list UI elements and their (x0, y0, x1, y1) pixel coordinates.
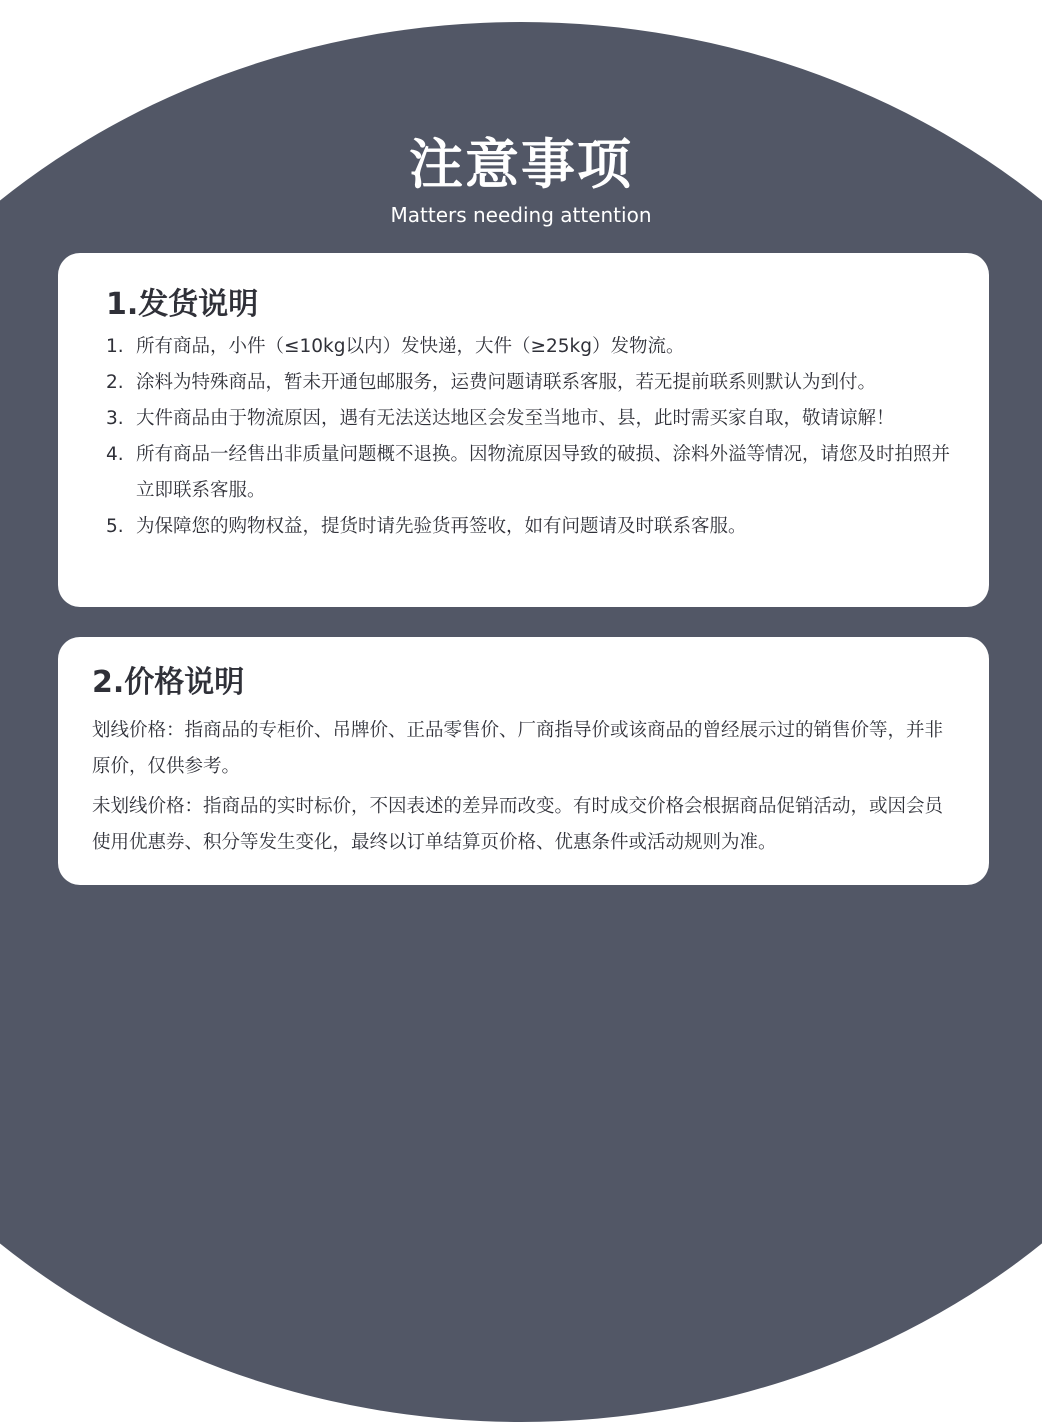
list-item (106, 329, 959, 365)
page-title: 注意事项 (409, 133, 633, 196)
list-item (106, 509, 959, 545)
list-item-number: 3. (106, 408, 124, 429)
pricing-title: 2.价格说明 (92, 665, 245, 700)
list-item (106, 437, 959, 509)
list-item (106, 401, 959, 437)
list-item-text: 为保障您的购物权益，提货时请先验货再签收，如有问题请及时联系客服。 (136, 516, 747, 537)
regular-price-paragraph: 未划线价格：指商品的实时标价，不因表述的差异而改变。有时成交价格会根据商品促销活动，或因会员使用优惠券、积分等发生变化，最终以订单结算页价格、优惠条件或活动规则为准。 (92, 796, 944, 853)
strikethrough-price-paragraph: 划线价格：指商品的专柜价、吊牌价、正品零售价、厂商指导价或该商品的曾经展示过的销售价等，并非原价，仅供参考。 (92, 720, 944, 777)
shipping-list (106, 329, 959, 545)
shipping-title: 1.发货说明 (106, 287, 259, 322)
pricing-card (58, 637, 989, 885)
page-subtitle: Matters needing attention (390, 203, 652, 227)
list-item-text: 所有商品一经售出非质量问题概不退换。因物流原因导致的破损、涂料外溢等情况，请您及时拍照并立即联系客服。 (136, 444, 951, 501)
list-item-text: 大件商品由于物流原因，遇有无法送达地区会发至当地市、县，此时需买家自取，敬请谅解！ (136, 408, 895, 429)
list-item-number: 2. (106, 372, 124, 393)
list-item-text: 涂料为特殊商品，暂未开通包邮服务，运费问题请联系客服，若无提前联系则默认为到付。 (136, 372, 877, 393)
shipping-card (58, 253, 989, 607)
list-item-text: 所有商品，小件（≤10kg以内）发快递，大件（≥25kg）发物流。 (136, 336, 685, 357)
list-item-number: 1. (106, 336, 124, 357)
list-item-number: 4. (106, 444, 124, 465)
list-item (106, 365, 959, 401)
list-item-number: 5. (106, 516, 124, 537)
